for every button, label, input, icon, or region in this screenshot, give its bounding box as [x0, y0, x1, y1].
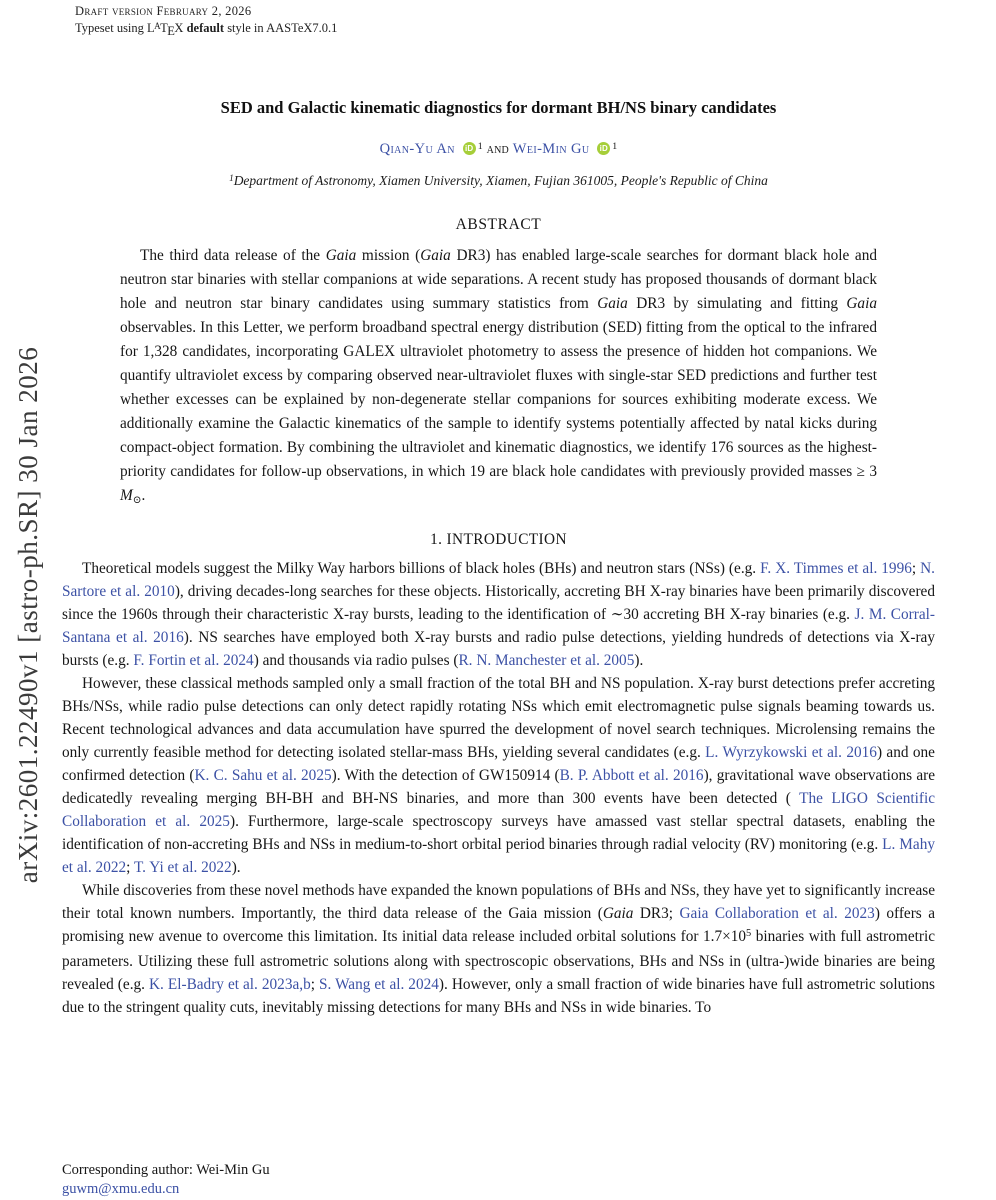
text-segment: .	[141, 487, 146, 504]
text-segment: Qian-Yu An	[379, 141, 455, 157]
text-segment: ;	[911, 560, 921, 577]
text-segment: T	[160, 21, 168, 35]
text-segment: DR3 by simulating and fitting	[627, 295, 847, 312]
text-segment: Typeset using	[75, 21, 148, 35]
text-segment: ;	[126, 859, 134, 876]
citation-link[interactable]: N. Sartore et al. 2010	[62, 560, 935, 600]
text-segment	[589, 141, 593, 157]
text-segment: default	[186, 21, 225, 35]
text-segment: ) and one confirmed detection (	[62, 744, 935, 784]
corresponding-email-link[interactable]: guwm@xmu.edu.cn	[62, 1181, 180, 1197]
text-segment: Gaia	[420, 247, 451, 264]
citation-link[interactable]: Gaia Collaboration et al. 2023	[679, 905, 875, 922]
text-segment: ;	[310, 976, 320, 993]
text-segment: 1	[229, 172, 234, 183]
text-segment: While discoveries from these novel methods have expanded the known populations of BHs and NSs, they have yet to significantly increase their total known numbers. Importantly, the third data release of the Gaia mission (	[62, 882, 935, 922]
arxiv-watermark: arXiv:2601.22490v1 [astro-ph.SR] 30 Jan 2026	[13, 346, 43, 884]
text-segment: L	[147, 21, 155, 35]
citation-link[interactable]: The LIGO Scientific Collaboration et al. 2025	[62, 790, 935, 830]
citation-link[interactable]: S. Wang et al. 2024	[319, 976, 439, 993]
text-segment: The third data release of the	[140, 247, 326, 264]
text-segment: M	[120, 487, 133, 504]
affiliation-line	[62, 173, 935, 189]
text-segment: 1	[612, 140, 618, 152]
text-segment: ) offers a promising new avenue to overcome this limitation. Its initial data release included orbital solutions for 1.7×10	[62, 905, 935, 945]
text-segment: Department of Astronomy, Xiamen University, Xiamen, Fujian 361005, People's Republic of China	[233, 173, 768, 188]
text-segment: style in AASTeX7.0.1	[224, 21, 338, 35]
citation-link[interactable]: B. P. Abbott et al. 2016	[559, 767, 704, 784]
corresponding-author-label: Corresponding author: Wei-Min Gu	[62, 1162, 270, 1178]
citation-link[interactable]: T. Yi et al. 2022	[133, 859, 232, 876]
text-segment: ).	[634, 652, 644, 669]
citation-link[interactable]: R. N. Manchester et al. 2005	[458, 652, 635, 669]
text-segment: ). NS searches have employed both X-ray bursts and radio pulse detections, yielding hundreds of detections via X-ray bursts (e.g.	[62, 629, 935, 669]
abstract-heading: ABSTRACT	[455, 216, 542, 233]
text-segment: ).	[231, 859, 241, 876]
orcid-icon[interactable]: iD	[597, 142, 610, 155]
citation-link[interactable]: L. Mahy et al. 2022	[62, 836, 935, 876]
corresponding-footer	[62, 1161, 270, 1199]
text-segment: Gaia	[597, 295, 628, 312]
abstract-text	[120, 244, 877, 510]
intro-paragraph-2	[62, 672, 935, 879]
text-segment: Gaia	[602, 905, 634, 922]
text-segment: X	[174, 21, 184, 35]
section-heading-introduction: 1. INTRODUCTION	[430, 531, 567, 548]
text-segment: ), gravitational wave observations are dedicatedly revealing merging BH-BH and BH-NS binaries, and more than 300 events have been detected (	[62, 767, 935, 807]
text-segment: binaries with full astrometric parameters. Utilizing these full astrometric solutions along with spectroscopic observations, BHs and NSs in (ultra-)wide binaries are being revealed (e.g.	[62, 928, 935, 993]
citation-link[interactable]: K. C. Sahu et al. 2025	[194, 767, 332, 784]
citation-link[interactable]: J. M. Corral-Santana et al. 2016	[62, 606, 935, 646]
text-segment: Theoretical models suggest the Milky Way harbors billions of black holes (BHs) and neutron stars (NSs) (e.g.	[82, 560, 761, 577]
paper-title: SED and Galactic kinematic diagnostics for dormant BH/NS binary candidates	[220, 98, 777, 117]
text-segment: mission (	[356, 247, 421, 264]
text-segment: A	[154, 21, 161, 32]
citation-link[interactable]: L. Wyrzykowski et al. 2016	[705, 744, 877, 761]
text-segment: Wei-Min Gu	[512, 141, 590, 157]
text-segment: ⊙	[132, 494, 142, 506]
author-line	[62, 141, 935, 158]
citation-link[interactable]: F. X. Timmes et al. 1996	[760, 560, 912, 577]
text-segment: DR3) has enabled large-scale searches for dormant black hole and neutron star binaries with stellar companions at wide separations. A recent study has proposed thousands of dormant black hole and neutron star binary candidates using summary statistics from	[120, 247, 878, 312]
text-segment: Gaia	[846, 295, 877, 312]
text-segment: ), driving decades-long searches for these objects. Historically, accreting BH X-ray binaries have been primarily discovered since the 1960s through their characteristic X-ray bursts, leading to the identification of ∼30 accreting BH X-ray binaries (e.g.	[62, 583, 935, 623]
citation-link[interactable]: K. El-Badry et al. 2023a,b	[149, 976, 311, 993]
citation-link[interactable]: F. Fortin et al. 2024	[133, 652, 254, 669]
text-segment: DR3;	[633, 905, 680, 922]
text-segment: observables. In this Letter, we perform broadband spectral energy distribution (SED) fitting from the optical to the infrared for 1,328 candidates, incorporating GALEX ultraviolet photometry to assess the presence of hidden hot companions. We quantify ultraviolet excess by comparing observed near-ultraviolet fluxes with single-star SED predictions and further test whether excesses can be explained by non-degenerate stellar companions for sources exhibiting moderate excess. We additionally examine the Galactic kinematics of the sample to identify systems potentially affected by natal kicks during compact-object formation. By combining the ultraviolet and kinematic diagnostics, we identify 176 sources as the highest-priority candidates for follow-up observations, in which 19 are black hole candidates with previously provided masses ≥ 3	[120, 319, 877, 480]
text-segment: ). With the detection of GW150914 (	[331, 767, 560, 784]
text-segment: ) and thousands via radio pulses (	[253, 652, 459, 669]
text-segment: E	[167, 23, 175, 38]
text-segment: 5	[746, 928, 752, 940]
text-segment: and	[482, 141, 513, 157]
text-segment: Gaia	[325, 247, 357, 264]
text-segment: ). However, only a small fraction of wide binaries have full astrometric solutions due to the stringent quality cuts, inevitably missing detections for many BHs and NSs in wide binaries. To	[62, 976, 935, 1016]
text-segment: ). Furthermore, large-scale spectroscopy surveys have amassed vast stellar spectral datasets, enabling the identification of non-accreting BHs and NSs in medium-to-short orbital period binaries through radial velocity (RV) monitoring (e.g.	[62, 813, 935, 853]
orcid-icon[interactable]: iD	[463, 142, 476, 155]
text-segment: 1	[477, 140, 483, 152]
paper-body	[62, 0, 935, 1019]
intro-paragraph-1	[62, 557, 935, 672]
text-segment	[455, 141, 459, 157]
text-segment: However, these classical methods sampled only a small fraction of the total BH and NS population. X-ray burst detections prefer accreting BHs/NSs, while radio pulse detections can only detect rapidly rotating NSs which emit electromagnetic pulse signals beaming towards us. Recent technological advances and data accumulation have spurred the development of novel search techniques. Microlensing remains the only currently feasible method for detecting isolated stellar-mass BHs, yielding several candidates (e.g.	[62, 675, 935, 761]
draft-version-line: Draft version February 2, 2026	[75, 4, 252, 18]
intro-paragraph-3	[62, 879, 935, 1019]
